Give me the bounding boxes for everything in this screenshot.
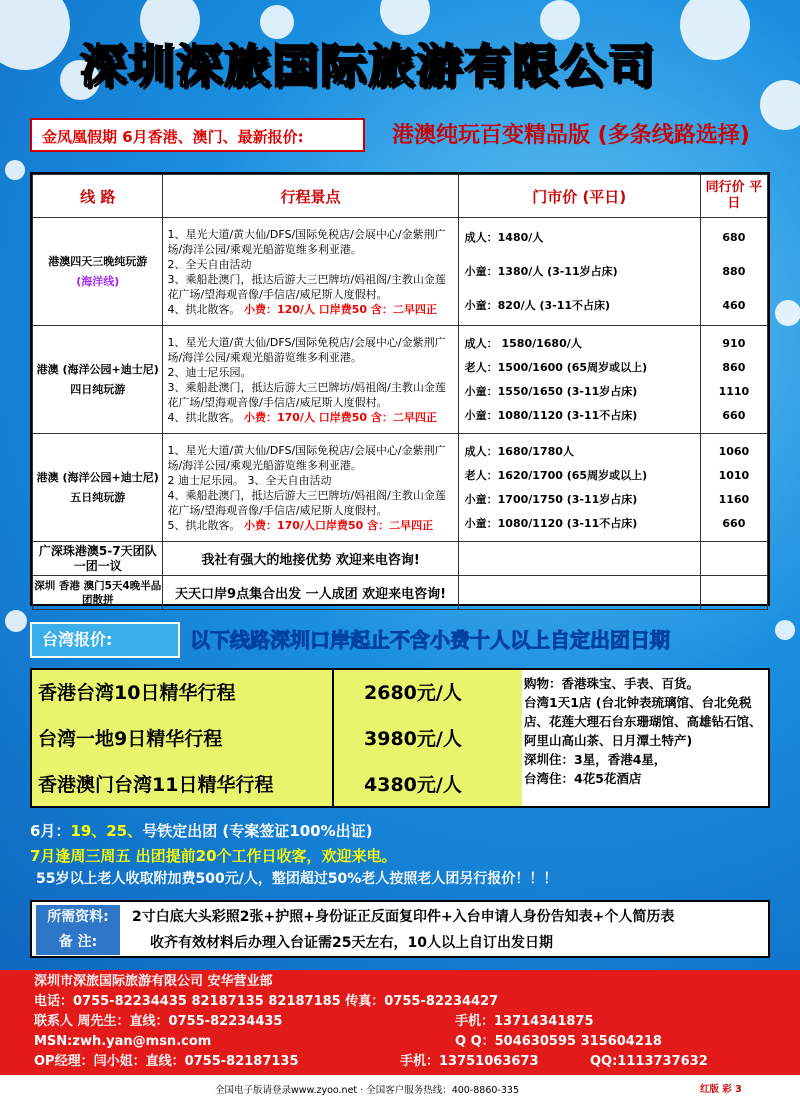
shopping-info: 购物：香港珠宝、手表、百货。 台湾1天1店 (台北钟表琉璃馆、台北免税店、花莲大理石台东珊瑚馆、高雄钻石馆、阿里山高山茶、日月潭土特产) 深圳住：3星，香港4星， 台湾住：4花5花酒店 (524, 676, 762, 786)
retail-prices: 成人： 1580/1680/人 老人：1500/1600 (65周岁或以上) 小童：1550/1650 (3-11岁占床) 小童：1080/1120 (3-11不占床) (458, 326, 700, 434)
table-row (32, 670, 522, 718)
tw-section-subtitle: 以下线路深圳口岸起止不含小费十人以上自定出团日期 (190, 628, 670, 652)
hk-price-table (30, 172, 770, 606)
table-row (32, 716, 522, 764)
tw-price-table (30, 668, 770, 808)
hk-section-label: 金凤凰假期 6月香港、澳门、最新报价: (30, 118, 365, 152)
mobile-number: 手机：13751063673 (400, 1054, 539, 1069)
table-row (33, 434, 768, 542)
hk-section-subtitle: 港澳纯玩百变精品版 (多条线路选择) (392, 123, 750, 148)
remarks-text: 收齐有效材料后办理入台证需25天左右，10人以上自订出发日期 (150, 935, 553, 951)
branch-name: 深圳市深旅国际旅游有限公司 安华营业部 (34, 974, 273, 989)
op-manager: OP经理：闫小姐：直线：0755-82187135 (34, 1054, 299, 1069)
page-label: 红版 彩 3 (700, 1084, 742, 1095)
contact-person: 联系人 周先生：直线：0755-82234435 (34, 1014, 283, 1029)
footer (0, 1075, 800, 1100)
qq-number: Q Q：504630595 315604218 (455, 1034, 662, 1049)
table-row (33, 542, 768, 576)
tip-text: 小费：170/人口岸费50 含：二早四正 (243, 518, 434, 532)
route-note: (海洋线) (76, 274, 120, 288)
route-name: 广深珠港澳5-7天团队一团一议 (33, 542, 163, 576)
tour-price: 2680元/人 (332, 670, 520, 716)
table-row (33, 326, 768, 434)
col-header-route: 线 路 (33, 175, 163, 218)
contact-panel (0, 970, 800, 1075)
msn-address: MSN:zwh.yan@msn.com (34, 1034, 212, 1049)
col-header-retail: 门市价 (平日) (458, 175, 700, 218)
peer-prices: 680 880 460 (700, 218, 767, 326)
qq-number: QQ:1113737632 (590, 1054, 708, 1069)
route-name: 深圳 香港 澳门5天4晚半品团散拼 (33, 576, 163, 610)
retail-prices: 成人：1680/1780人 老人：1620/1700 (65周岁或以上) 小童：1700/1750 (3-11岁占床) 小童：1080/1120 (3-11不占床) (458, 434, 700, 542)
senior-note: 55岁以上老人收取附加费500元/人，整团超过50%老人按照老人团另行报价！！！ (36, 871, 558, 887)
tip-text: 小费：120/人 口岸费50 含：二早四正 (243, 302, 437, 316)
bubble-decoration (5, 160, 25, 180)
mobile-number: 手机：13714341875 (455, 1014, 594, 1029)
departure-note: 6月：19、25、号铁定出团 (专案签证100%出证) (30, 822, 373, 840)
footer-text: 全国电子版请登录www.zyoo.net · 全国客户服务热线：400-8860-335 (215, 1085, 519, 1096)
company-title: 深圳深旅国际旅游有限公司 (80, 39, 656, 93)
retail-prices: 成人：1480/人 小童：1380/人 (3-11岁占床) 小童：820/人 (3-11不占床) (458, 218, 700, 326)
itinerary: 1、星光大道/黄大仙/DFS/国际免税店/会展中心/金紫荆广场/海洋公园/乘观光船游览维多利亚港。 2、全天自由活动 3、乘船赴澳门，抵达后游大三巴牌坊/妈祖阁/主教山金莲花广场/望海观音像/手信店/威尼斯人度假村。 4、拱北散客。 小费：120/人 口岸费50 含：二早四正 (163, 218, 458, 326)
requirements-text: 2寸白底大头彩照2张+护照+身份证正反面复印件+入台申请人身份告知表+个人简历表 (132, 909, 675, 925)
table-row (32, 762, 522, 806)
requirements-label: 所需资料: 备 注: (36, 905, 120, 955)
phone-line: 电话：0755-82234435 82187135 82187185 传真：0755-82234427 (34, 994, 499, 1009)
table-row (33, 218, 768, 326)
peer-prices: 1060 1010 1160 660 (700, 434, 767, 542)
tip-text: 小费：170/人 口岸费50 含：二早四正 (243, 410, 437, 424)
requirements-box (30, 900, 770, 958)
bubble-decoration (0, 0, 70, 70)
tour-price: 3980元/人 (332, 716, 520, 762)
route-name: 港澳 (海洋公园+迪士尼) 五日纯玩游 (33, 434, 163, 542)
bubble-decoration (775, 620, 795, 640)
route-note: 我社有强大的地接优势 欢迎来电咨询! (163, 542, 458, 576)
bubble-decoration (775, 300, 800, 326)
route-name: 港澳 (海洋公园+迪士尼) 四日纯玩游 (33, 326, 163, 434)
route-note: 天天口岸9点集合出发 一人成团 欢迎来电咨询! (163, 576, 458, 610)
col-header-itinerary: 行程景点 (163, 175, 458, 218)
tour-name: 台湾一地9日精华行程 (38, 728, 223, 750)
tour-price: 4380元/人 (332, 762, 520, 808)
itinerary: 1、星光大道/黄大仙/DFS/国际免税店/会展中心/金紫荆广场/海洋公园/乘观光船游览维多利亚港。 2、迪士尼乐园。 3、乘船赴澳门，抵达后游大三巴牌坊/妈祖阁/主教山金莲花广场/望海观音像/手信店/威尼斯人度假村。 4、拱北散客。 小费：170/人 口岸费50 含：二早四正 (163, 326, 458, 434)
col-header-peer: 同行价 平日 (700, 175, 767, 218)
table-row (33, 576, 768, 610)
itinerary: 1、星光大道/黄大仙/DFS/国际免税店/会展中心/金紫荆广场/海洋公园/乘观光船游览维多利亚港。 2 迪士尼乐园。 3、全天自由活动 4、乘船赴澳门，抵达后游大三巴牌坊/妈祖阁/主教山金莲花广场/望海观音像/手信店/威尼斯人度假村。 5、拱北散客。 小费：170/人口岸费50 含：二早四正 (163, 434, 458, 542)
route-name: 港澳四天三晚纯玩游 (海洋线) (33, 218, 163, 326)
tour-name: 香港澳门台湾11日精华行程 (38, 774, 274, 796)
tw-section-label: 台湾报价: (30, 622, 180, 658)
tour-name: 香港台湾10日精华行程 (38, 682, 236, 704)
july-note: 7月逢周三周五 出团提前20个工作日收客，欢迎来电。 (30, 847, 397, 865)
peer-prices: 910 860 1110 660 (700, 326, 767, 434)
bubble-decoration (5, 610, 27, 632)
